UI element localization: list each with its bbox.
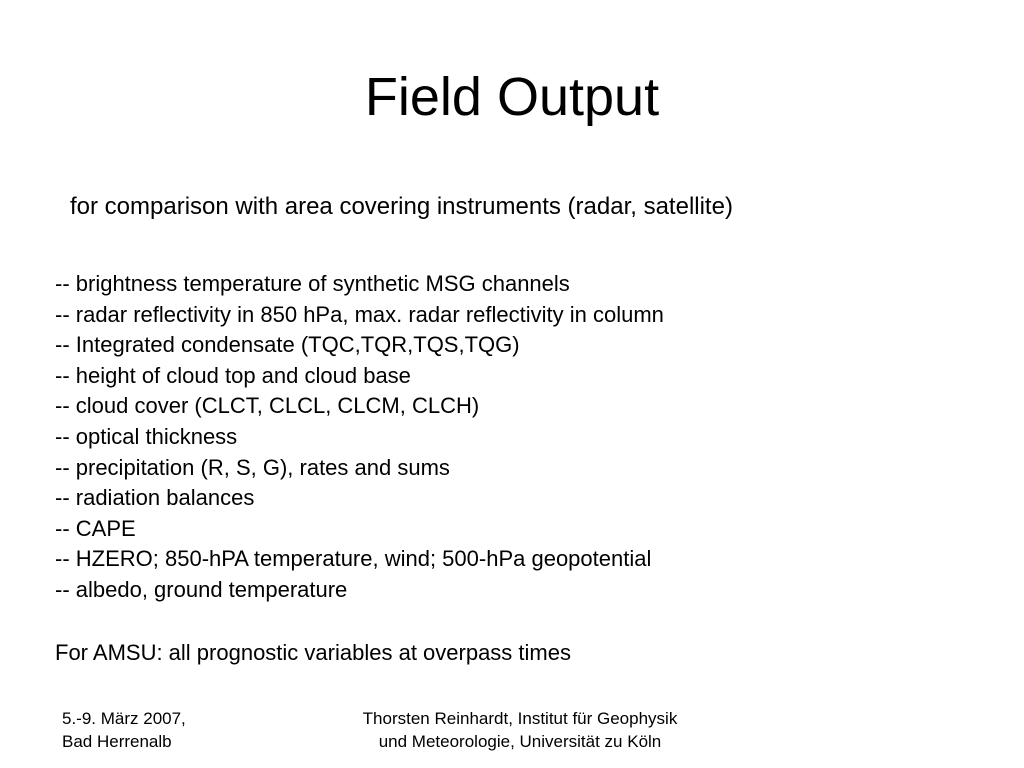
list-item: -- height of cloud top and cloud base — [55, 362, 411, 388]
footer-date-location — [62, 707, 186, 753]
list-item: -- albedo, ground temperature — [55, 576, 348, 602]
list-item: -- optical thickness — [55, 423, 238, 449]
amsu-note: For AMSU: all prognostic variables at overpass times — [55, 640, 571, 665]
list-item: -- cloud cover (CLCT, CLCL, CLCM, CLCH) — [55, 393, 480, 419]
footer-author — [300, 707, 740, 753]
slide-subtitle: for comparison with area covering instruments (radar, satellite) — [70, 193, 733, 220]
list-item: -- brightness temperature of synthetic MSG channels — [55, 271, 570, 296]
footer-author-line-1: Thorsten Reinhardt, Institut für Geophysik — [362, 709, 678, 728]
footer-author-line-2: und Meteorologie, Universität zu Köln — [378, 732, 662, 751]
list-item: -- Integrated condensate (TQC,TQR,TQS,TQG) — [55, 332, 520, 358]
list-item: -- radar reflectivity in 850 hPa, max. radar reflectivity in column — [55, 301, 664, 327]
list-item: -- radiation balances — [55, 485, 255, 511]
footer-location: Bad Herrenalb — [62, 732, 172, 751]
slide-title: Field Output — [364, 67, 660, 127]
list-item: -- precipitation (R, S, G), rates and sums — [55, 454, 450, 480]
field-output-list — [55, 269, 664, 606]
footer-date: 5.-9. März 2007, — [62, 709, 186, 728]
list-item: -- HZERO; 850-hPA temperature, wind; 500-hPa geopotential — [55, 546, 652, 572]
list-item: -- CAPE — [55, 515, 136, 541]
